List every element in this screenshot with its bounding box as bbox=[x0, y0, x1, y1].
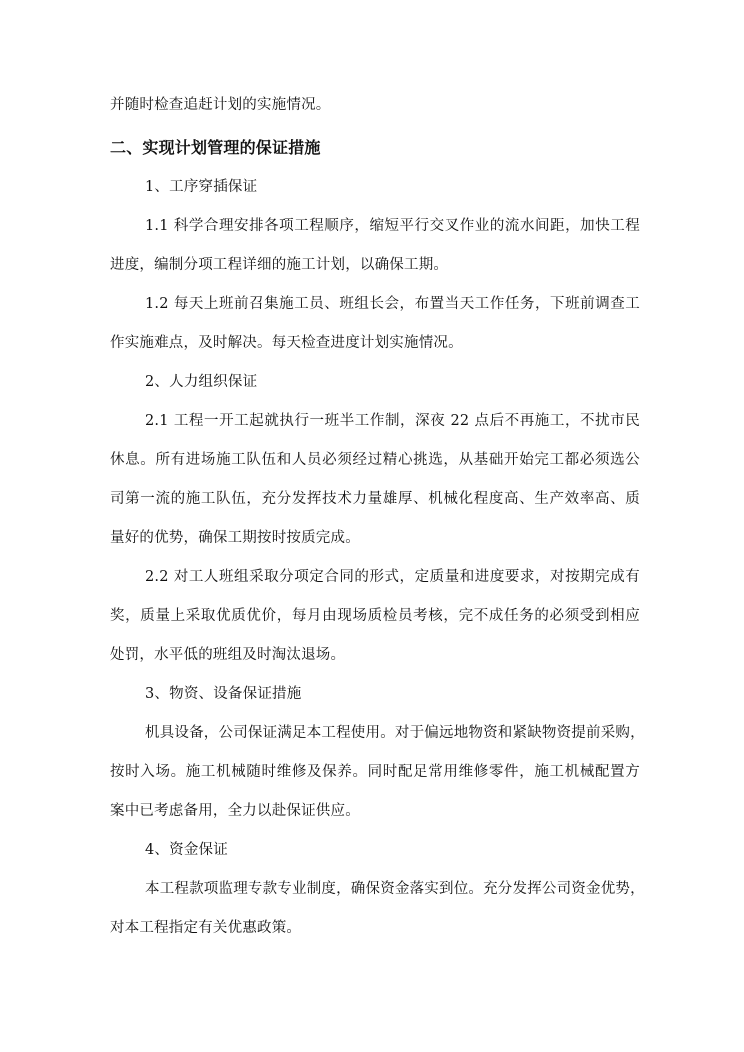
paragraph-2-2-line-1: 2.2 对工人班组采取分项定合同的形式，定质量和进度要求，对按期完成有 bbox=[145, 569, 640, 585]
paragraph-2-1-line-3: 司第一流的施工队伍，充分发挥技术力量雄厚、机械化程度高、生产效率高、质 bbox=[110, 491, 640, 507]
paragraph-1-2-line-2: 作实施难点，及时解决。每天检查进度计划实施情况。 bbox=[110, 335, 463, 351]
continuation-line: 并随时检查追赶计划的实施情况。 bbox=[110, 97, 331, 113]
subsection-title-4: 4、资金保证 bbox=[145, 842, 228, 858]
paragraph-2-1-line-2: 休息。所有进场施工队伍和人员必须经过精心挑选，从基础开始完工都必须选公 bbox=[110, 452, 640, 468]
subsection-title-2: 2、人力组织保证 bbox=[145, 374, 258, 390]
paragraph-1-1-line-1: 1.1 科学合理安排各项工程顺序，缩短平行交叉作业的流水间距，加快工程 bbox=[145, 218, 640, 234]
paragraph-4-line-1: 本工程款项监理专款专业制度，确保资金落实到位。充分发挥公司资金优势， bbox=[145, 881, 645, 897]
subsection-title-1: 1、工序穿插保证 bbox=[145, 179, 258, 195]
paragraph-1-2-line-1: 1.2 每天上班前召集施工员、班组长会，布置当天工作任务，下班前调查工 bbox=[145, 296, 640, 312]
paragraph-3-line-3: 案中已考虑备用，全力以赴保证供应。 bbox=[110, 803, 360, 819]
paragraph-2-2-line-2: 奖，质量上采取优质优价，每月由现场质检员考核，完不成任务的必须受到相应 bbox=[110, 608, 640, 624]
paragraph-2-2-line-3: 处罚，水平低的班组及时淘汰退场。 bbox=[110, 647, 346, 663]
subsection-title-3: 3、物资、设备保证措施 bbox=[145, 686, 302, 702]
paragraph-4-line-2: 对本工程指定有关优惠政策。 bbox=[110, 920, 302, 936]
paragraph-3-line-1: 机具设备，公司保证满足本工程使用。对于偏远地物资和紧缺物资提前采购， bbox=[145, 725, 645, 741]
paragraph-2-1-line-4: 量好的优势，确保工期按时按质完成。 bbox=[110, 530, 360, 546]
paragraph-1-1-line-2: 进度，编制分项工程详细的施工计划，以确保工期。 bbox=[110, 257, 449, 273]
section-heading: 二、实现计划管理的保证措施 bbox=[110, 138, 321, 157]
paragraph-3-line-2: 按时入场。施工机械随时维修及保养。同时配足常用维修零件，施工机械配置方 bbox=[110, 764, 640, 780]
paragraph-2-1-line-1: 2.1 工程一开工起就执行一班半工作制，深夜 22 点后不再施工，不扰市民 bbox=[145, 413, 640, 429]
